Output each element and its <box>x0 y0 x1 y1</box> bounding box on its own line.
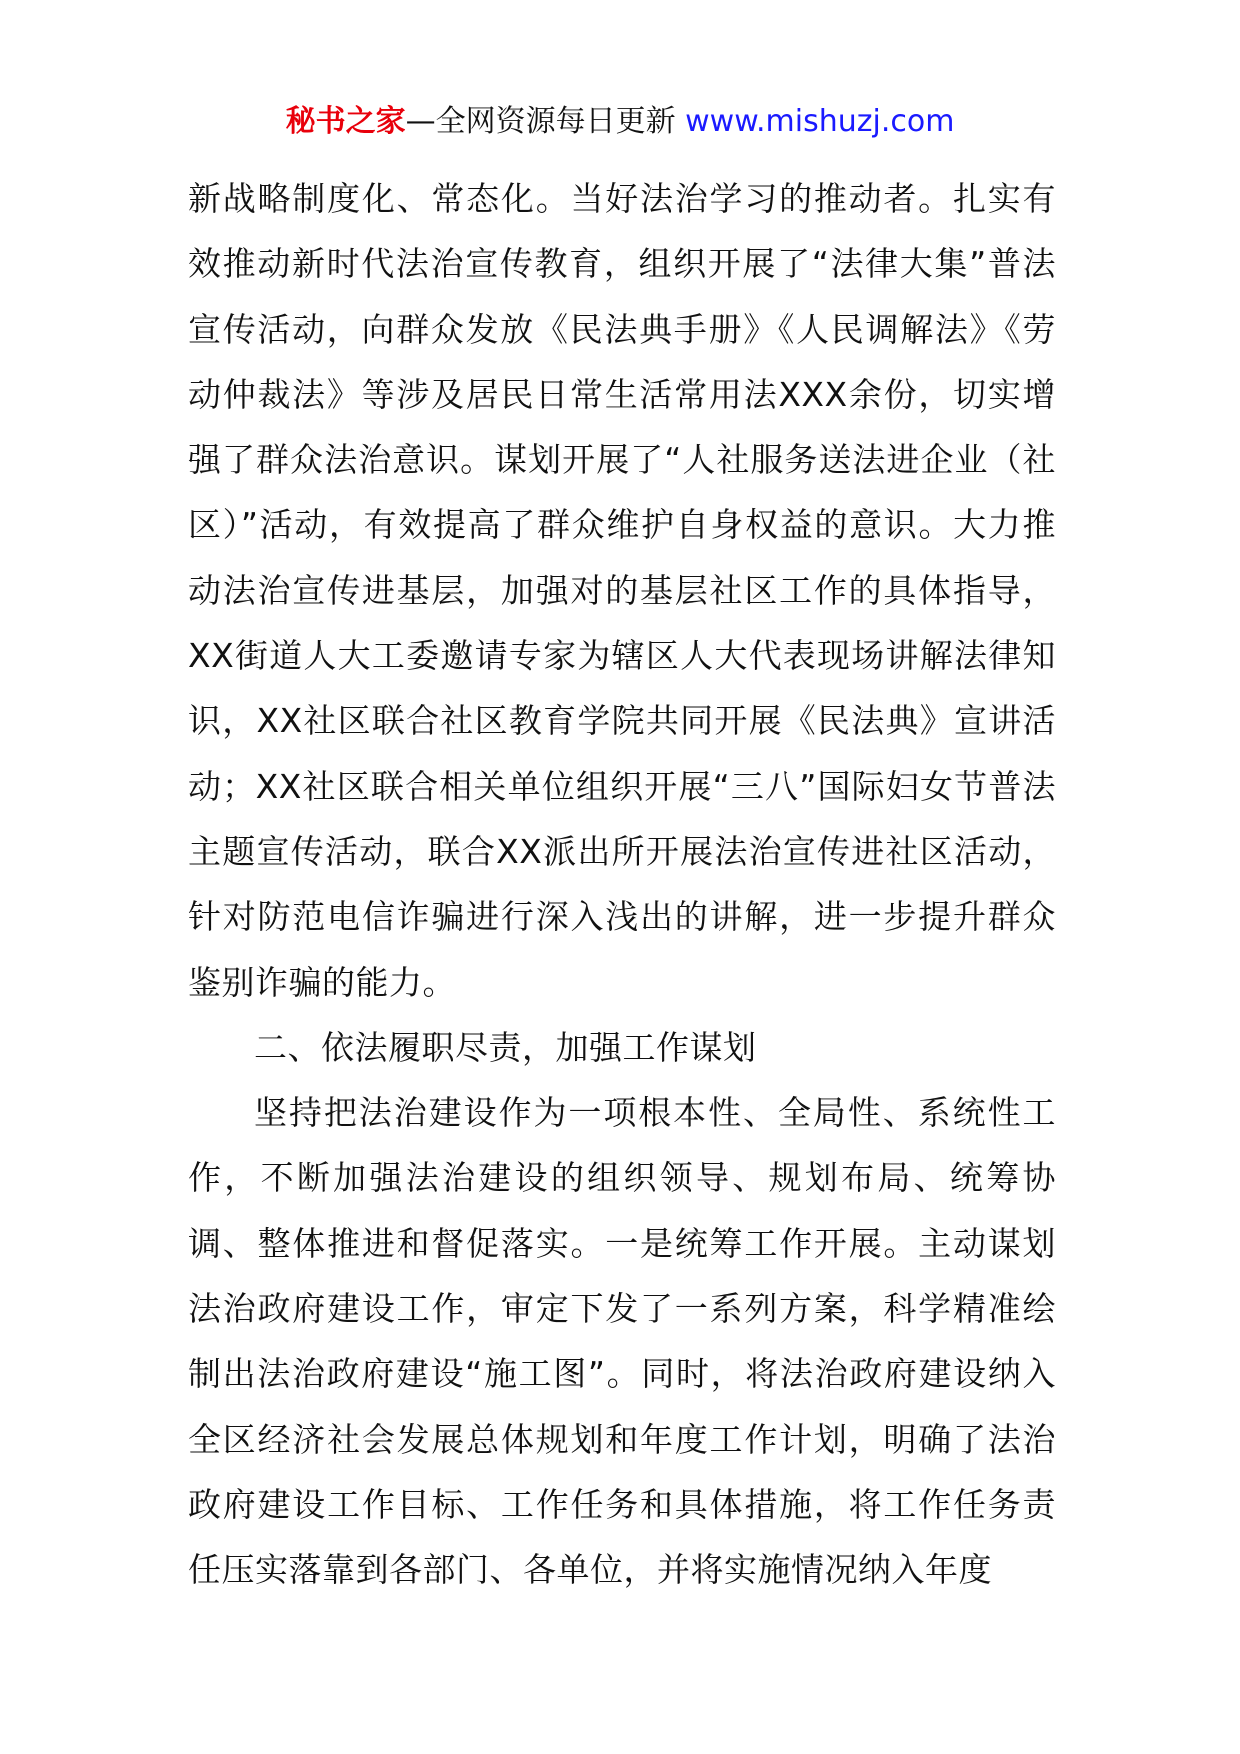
section-heading: 二、依法履职尽责，加强工作谋划 <box>254 1027 757 1067</box>
document-body <box>188 166 1056 1603</box>
page-header <box>0 100 1240 144</box>
website-link[interactable]: www.mishuzj.com <box>685 104 955 139</box>
header-tagline: —全网资源每日更新 <box>405 104 676 139</box>
paragraph: 坚持把法治建设作为一项根本性、全局性、系统性工作，不断加强法治建设的组织领导、规划布局、统筹协调、整体推进和督促落实。一是统筹工作开展。主动谋划法治政府建设工作，审定下发了一系列方案，科学精准绘制出法治政府建设“施工图”。同时，将法治政府建设纳入全区经济社会发展总体规划和年度工作计划，明确了法治政府建设工作目标、工作任务和具体措施，将工作任务责任压实落靠到各部门、各单位，并将实施情况纳入年度 <box>188 1093 1056 1590</box>
paragraph: 新战略制度化、常态化。当好法治学习的推动者。扎实有效推动新时代法治宣传教育，组织开展了“法律大集”普法宣传活动，向群众发放《民法典手册》《人民调解法》《劳动仲裁法》等涉及居民日常生活常用法XXX余份，切实增强了群众法治意识。谋划开展了“人社服务送法进企业（社区）”活动，有效提高了群众维护自身权益的意识。大力推动法治宣传进基层，加强对的基层社区工作的具体指导，XX街道人大工委邀请专家为辖区人大代表现场讲解法律知识，XX社区联合社区教育学院共同开展《民法典》宣讲活动；XX社区联合相关单位组织开展“三八”国际妇女节普法主题宣传活动，联合XX派出所开展法治宣传进社区活动，针对防范电信诈骗进行深入浅出的讲解，进一步提升群众鉴别诈骗的能力。 <box>188 179 1056 1002</box>
brand-name: 秘书之家 <box>285 104 406 139</box>
